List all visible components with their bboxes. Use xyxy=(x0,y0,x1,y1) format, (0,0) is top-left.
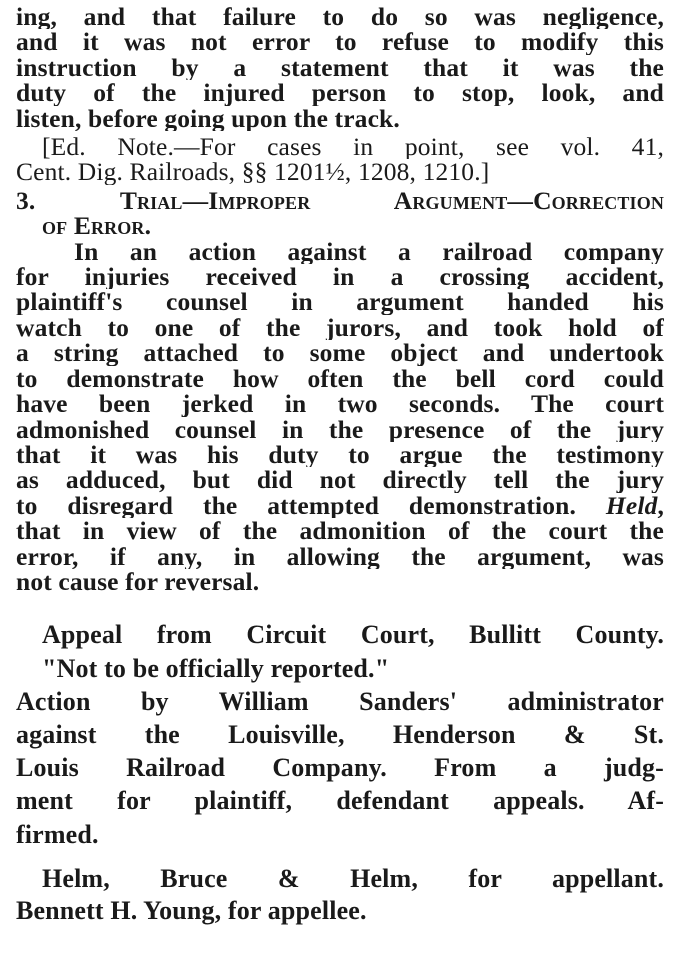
text-line: listen, before going upon the track. xyxy=(16,105,400,132)
text-line: a string attached to some object and undertook xyxy=(16,340,664,366)
action-line: firmed. xyxy=(16,819,99,849)
appeal-line: Appeal from Circuit Court, Bullitt County. xyxy=(42,620,664,650)
appeal-line: "Not to be officially reported." xyxy=(42,653,390,683)
text-line: not cause for reversal. xyxy=(16,568,260,595)
text-line: have been jerked in two seconds. The court xyxy=(16,391,664,417)
action-line: ment for plaintiff, defendant appeals. Af- xyxy=(16,786,664,816)
action-line: against the Louisville, Henderson & St. xyxy=(16,719,664,749)
text-line: to disregard the attempted demonstration. Held, xyxy=(16,492,664,519)
appeal-info xyxy=(16,618,664,850)
text-line: ing, and that failure to do so was negligence, xyxy=(16,4,664,30)
text-line: for injuries received in a crossing accident, xyxy=(16,264,664,290)
text-line: In an action against a railroad company xyxy=(74,238,664,265)
counsel-info xyxy=(16,863,664,928)
headnote-3 xyxy=(16,188,664,595)
text-line: admonished counsel in the presence of the jury xyxy=(16,416,664,442)
held-emphasis: Held xyxy=(605,492,658,519)
text-line: plaintiff's counsel in argument handed his xyxy=(16,289,664,315)
text-line: error, if any, in allowing the argument, was xyxy=(16,543,664,569)
counsel-line: Bennett H. Young, for appellee. xyxy=(16,896,367,926)
text-line: Cent. Dig. Railroads, §§ 1201½, 1208, 1210.] xyxy=(16,159,490,185)
text-line: [Ed. Note.—For cases in point, see vol. 41, xyxy=(42,134,664,160)
action-line: Louis Railroad Company. From a judg- xyxy=(16,753,664,783)
text-line: that in view of the admonition of the court the xyxy=(16,518,664,544)
headnote-heading: 3. Trial—Improper Argument—Correction xyxy=(16,187,664,214)
text-line: and it was not error to refuse to modify this xyxy=(16,29,664,55)
text-line: that it was his duty to argue the testimony xyxy=(16,441,664,468)
holding-paragraph xyxy=(16,4,664,131)
editor-note xyxy=(16,134,664,185)
text-line: instruction by a statement that it was the xyxy=(16,54,664,81)
text-line: to demonstrate how often the bell cord could xyxy=(16,365,664,392)
document-page xyxy=(16,4,664,928)
text-line: duty of the injured person to stop, look, and xyxy=(16,80,664,106)
text-line: watch to one of the jurors, and took hold of xyxy=(16,314,664,341)
section-gap xyxy=(16,594,664,618)
counsel-line: Helm, Bruce & Helm, for appellant. xyxy=(42,863,664,893)
text-line: as adduced, but did not directly tell the jury xyxy=(16,467,664,493)
action-line: Action by William Sanders' administrator xyxy=(16,686,664,716)
headnote-heading: of Error. xyxy=(42,213,152,239)
